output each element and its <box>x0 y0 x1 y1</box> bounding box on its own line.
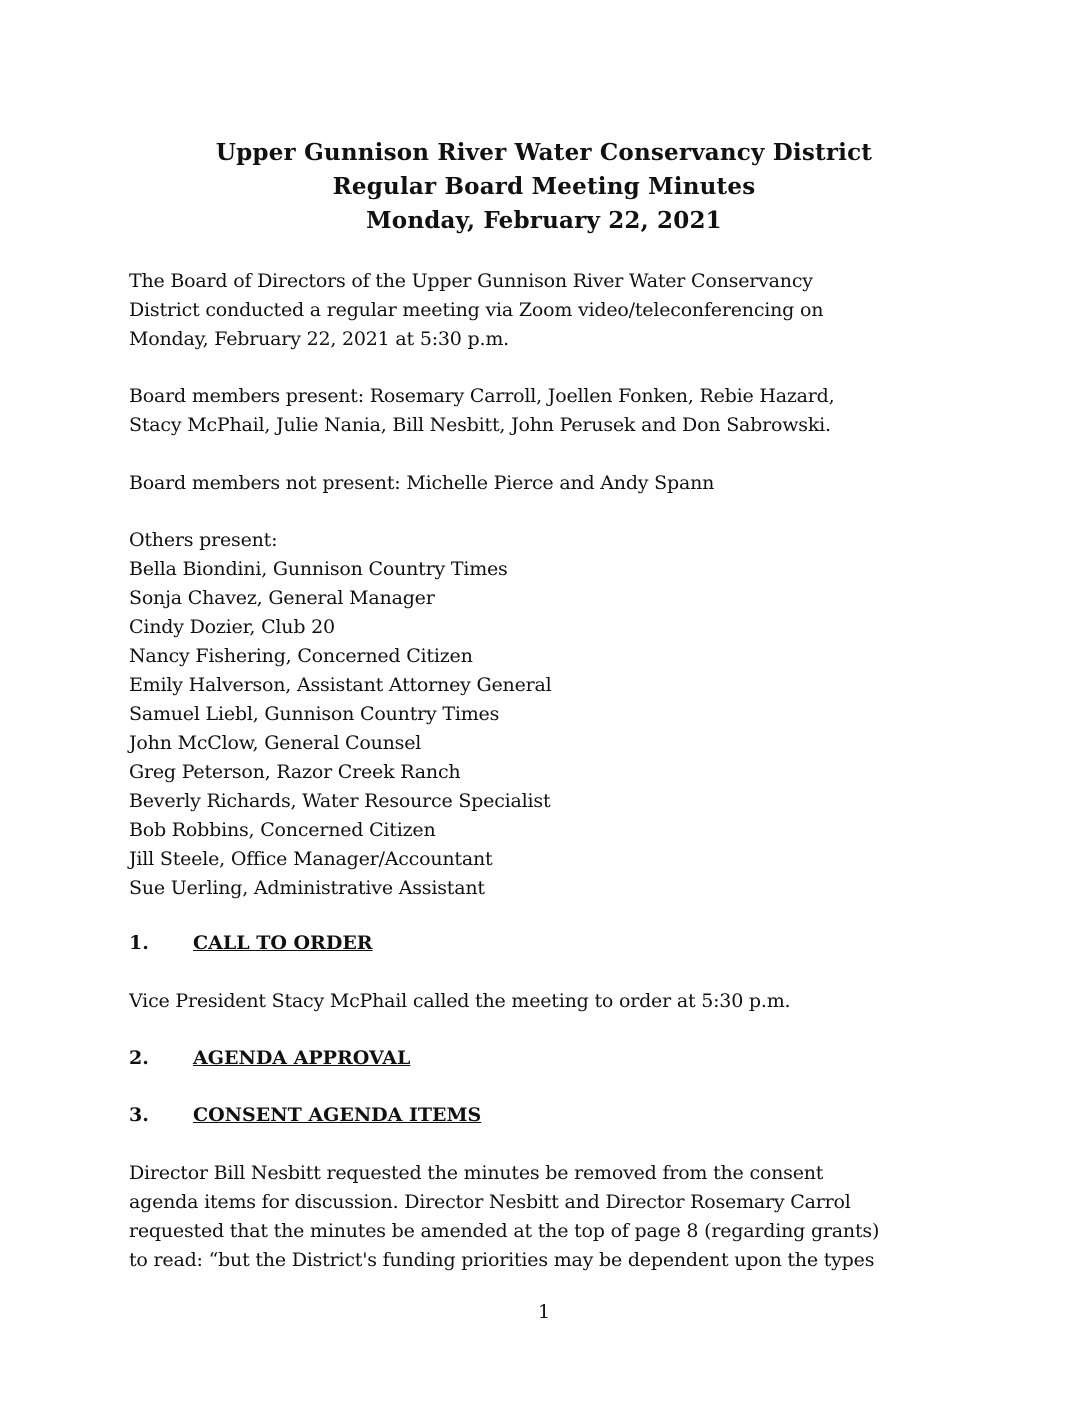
members-present-line: Stacy McPhail, Julie Nania, Bill Nesbitt, John Perusek and Don Sabrowski. <box>129 414 831 436</box>
list-item: Jill Steele, Office Manager/Accountant <box>129 848 493 870</box>
section-heading-consent-agenda <box>129 1101 481 1130</box>
consent-agenda-paragraph <box>129 1159 959 1275</box>
list-item: Nancy Fishering, Concerned Citizen <box>129 645 473 667</box>
title-meeting-type: Regular Board Meeting Minutes <box>332 173 756 200</box>
list-item: Samuel Liebl, Gunnison Country Times <box>129 703 500 725</box>
section-heading-agenda-approval <box>129 1044 410 1073</box>
section-number: 1. <box>129 932 149 954</box>
list-item: Emily Halverson, Assistant Attorney General <box>129 674 552 696</box>
others-present-label: Others present: <box>129 529 278 551</box>
list-item: Beverly Richards, Water Resource Specialist <box>129 790 551 812</box>
list-item: Cindy Dozier, Club 20 <box>129 616 335 638</box>
list-item: Bella Biondini, Gunnison Country Times <box>129 558 508 580</box>
list-item: John McClow, General Counsel <box>129 732 422 754</box>
members-not-present: Board members not present: Michelle Pierce and Andy Spann <box>129 472 715 494</box>
section-title: AGENDA APPROVAL <box>193 1047 411 1069</box>
title-organization: Upper Gunnison River Water Conservancy District <box>215 139 873 166</box>
members-present-paragraph <box>129 382 959 440</box>
section-number: 3. <box>129 1104 149 1126</box>
members-present-line: Board members present: Rosemary Carroll, Joellen Fonken, Rebie Hazard, <box>129 385 835 407</box>
intro-line: District conducted a regular meeting via Zoom video/teleconferencing on <box>129 299 824 321</box>
consent-line: requested that the minutes be amended at the top of page 8 (regarding grants) <box>129 1220 880 1242</box>
list-item: Sue Uerling, Administrative Assistant <box>129 877 485 899</box>
title-date: Monday, February 22, 2021 <box>366 207 722 234</box>
document-title <box>0 136 1088 238</box>
consent-line: agenda items for discussion. Director Nesbitt and Director Rosemary Carrol <box>129 1191 851 1213</box>
list-item: Bob Robbins, Concerned Citizen <box>129 819 436 841</box>
consent-line: Director Bill Nesbitt requested the minutes be removed from the consent <box>129 1162 824 1184</box>
section-title: CALL TO ORDER <box>193 932 373 954</box>
consent-line: to read: “but the District's funding priorities may be dependent upon the types <box>129 1249 875 1271</box>
page-number: 1 <box>537 1301 551 1323</box>
list-item: Greg Peterson, Razor Creek Ranch <box>129 761 461 783</box>
section-number: 2. <box>129 1047 149 1069</box>
intro-line: The Board of Directors of the Upper Gunnison River Water Conservancy <box>129 270 813 292</box>
others-present-list <box>129 526 959 903</box>
intro-paragraph <box>129 267 959 354</box>
intro-line: Monday, February 22, 2021 at 5:30 p.m. <box>129 328 509 350</box>
section-title: CONSENT AGENDA ITEMS <box>193 1104 482 1126</box>
list-item: Sonja Chavez, General Manager <box>129 587 435 609</box>
call-to-order-text: Vice President Stacy McPhail called the meeting to order at 5:30 p.m. <box>129 990 791 1012</box>
section-heading-call-to-order <box>129 929 373 958</box>
